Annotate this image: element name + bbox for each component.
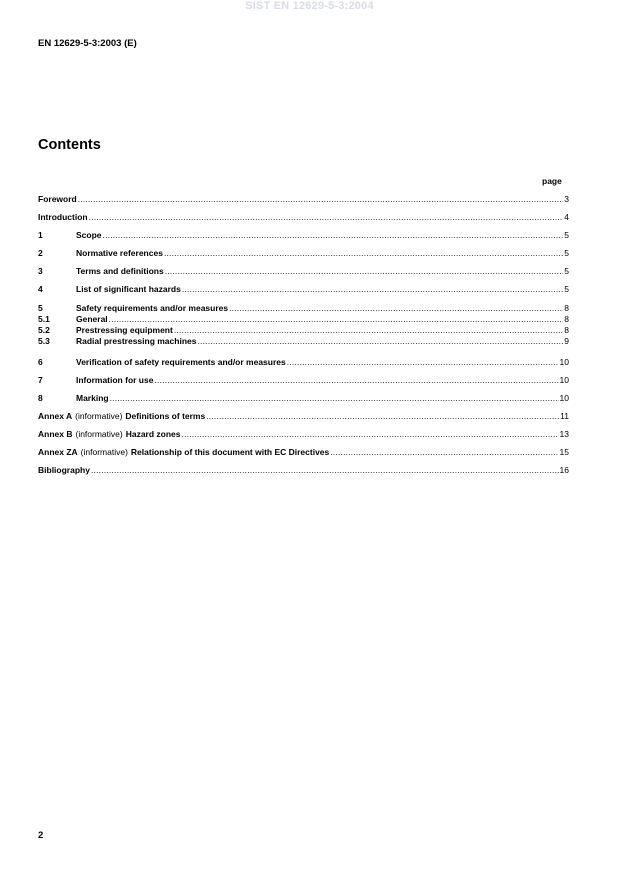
toc-leader — [103, 230, 564, 241]
toc-entry-number: 4 — [38, 284, 43, 294]
toc-entry-page: 5 — [564, 230, 569, 240]
toc-entry-annex-a[interactable] — [38, 411, 569, 422]
toc-leader — [91, 465, 559, 476]
toc-entry-number: 6 — [38, 357, 43, 367]
toc-entry-number: 3 — [38, 266, 43, 276]
toc-entry-number: 7 — [38, 375, 43, 385]
toc-entry-page: 5 — [564, 248, 569, 258]
toc-leader — [182, 429, 559, 440]
toc-entry-introduction[interactable] — [38, 212, 569, 223]
toc-entry-page: 16 — [559, 465, 569, 475]
watermark: SIST EN 12629-5-3:2004 — [245, 0, 374, 12]
toc-entry-page: 11 — [560, 411, 569, 421]
toc-leader — [174, 325, 563, 336]
toc-entry-page: 8 — [564, 314, 569, 324]
toc-entry-general[interactable] — [38, 314, 569, 325]
toc-entry-title: Foreword — [38, 194, 77, 204]
toc-entry-title: Verification of safety requirements and/or measures — [76, 357, 286, 367]
toc-leader — [330, 447, 558, 458]
toc-entry-title: Radial prestressing machines — [76, 336, 197, 346]
toc-entry-annex-b[interactable] — [38, 429, 569, 440]
toc-entry-number: 8 — [38, 393, 43, 403]
toc-leader — [89, 212, 564, 223]
toc-leader — [182, 284, 563, 295]
toc-entry-number: 2 — [38, 248, 43, 258]
toc-entry-bibliography[interactable] — [38, 465, 569, 476]
toc-entry-title: Introduction — [38, 212, 88, 222]
toc-entry-title: Terms and definitions — [76, 266, 164, 276]
toc-entry-page: 4 — [564, 212, 569, 222]
toc-entry-radial-prestressing-machines[interactable] — [38, 336, 569, 347]
toc-annex-label: Annex A — [38, 411, 73, 421]
toc-entry-title: Information for use — [76, 375, 154, 385]
toc-entry-foreword[interactable] — [38, 194, 569, 205]
toc-entry-title: Scope — [76, 230, 102, 240]
toc-entry-title: Safety requirements and/or measures — [76, 303, 229, 313]
toc-entry-page: 13 — [559, 429, 569, 439]
toc-entry-page: 10 — [559, 357, 569, 367]
toc-leader — [109, 314, 564, 325]
toc-leader — [287, 357, 559, 368]
toc-entry-title: Hazard zones — [125, 429, 181, 439]
toc-entry-page: 10 — [559, 393, 569, 403]
toc-entry-page: 15 — [559, 447, 569, 457]
toc-entry-page: 8 — [564, 325, 569, 335]
toc-entry-marking[interactable] — [38, 393, 569, 404]
contents-title: Contents — [38, 137, 101, 153]
toc-entry-page: 9 — [564, 336, 569, 346]
toc-leader — [229, 303, 563, 314]
toc-entry-terms-and-definitions[interactable] — [38, 266, 569, 277]
page-number: 2 — [38, 830, 44, 841]
toc-entry-title: List of significant hazards — [76, 284, 181, 294]
toc-entry-number: 5.1 — [38, 314, 50, 324]
toc-entry-number: 5 — [38, 303, 43, 313]
toc-entry-title: General — [76, 314, 108, 324]
toc-entry-number: 5.2 — [38, 325, 50, 335]
toc-annex-type: (informative) — [80, 447, 128, 457]
toc-annex-type: (informative) — [75, 411, 123, 421]
toc-entry-normative-references[interactable] — [38, 248, 569, 259]
toc-annex-type: (informative) — [75, 429, 123, 439]
toc-leader — [206, 411, 559, 422]
toc-entry-page: 3 — [564, 194, 569, 204]
toc-entry-title: Normative references — [76, 248, 163, 258]
toc-entry-page: 5 — [564, 284, 569, 294]
toc-leader — [78, 194, 564, 205]
toc-annex-label: Annex ZA — [38, 447, 78, 457]
toc-entry-information-for-use[interactable] — [38, 375, 569, 386]
toc-leader — [165, 266, 564, 277]
toc-leader — [110, 393, 559, 404]
toc-entry-number: 5.3 — [38, 336, 50, 346]
toc-entry-safety-requirements[interactable] — [38, 303, 569, 314]
page-column-label: page — [542, 176, 562, 186]
toc-entry-title: Marking — [76, 393, 109, 403]
toc-entry-annex-za[interactable] — [38, 447, 569, 458]
toc-entry-title: Definitions of terms — [125, 411, 206, 421]
toc-annex-label: Annex B — [38, 429, 73, 439]
toc-entry-number: 1 — [38, 230, 43, 240]
toc-leader — [164, 248, 563, 259]
toc-entry-page: 5 — [564, 266, 569, 276]
document-id: EN 12629-5-3:2003 (E) — [38, 38, 137, 49]
toc-entry-title: Bibliography — [38, 465, 90, 475]
toc-entry-page: 10 — [559, 375, 569, 385]
toc-entry-significant-hazards[interactable] — [38, 284, 569, 295]
toc-entry-page: 8 — [564, 303, 569, 313]
toc-entry-scope[interactable] — [38, 230, 569, 241]
toc-entry-title: Prestressing equipment — [76, 325, 173, 335]
toc-leader — [197, 336, 563, 347]
toc-entry-verification[interactable] — [38, 357, 569, 368]
toc-leader — [154, 375, 558, 386]
toc-entry-prestressing-equipment[interactable] — [38, 325, 569, 336]
toc-entry-title: Relationship of this document with EC Directives — [130, 447, 330, 457]
